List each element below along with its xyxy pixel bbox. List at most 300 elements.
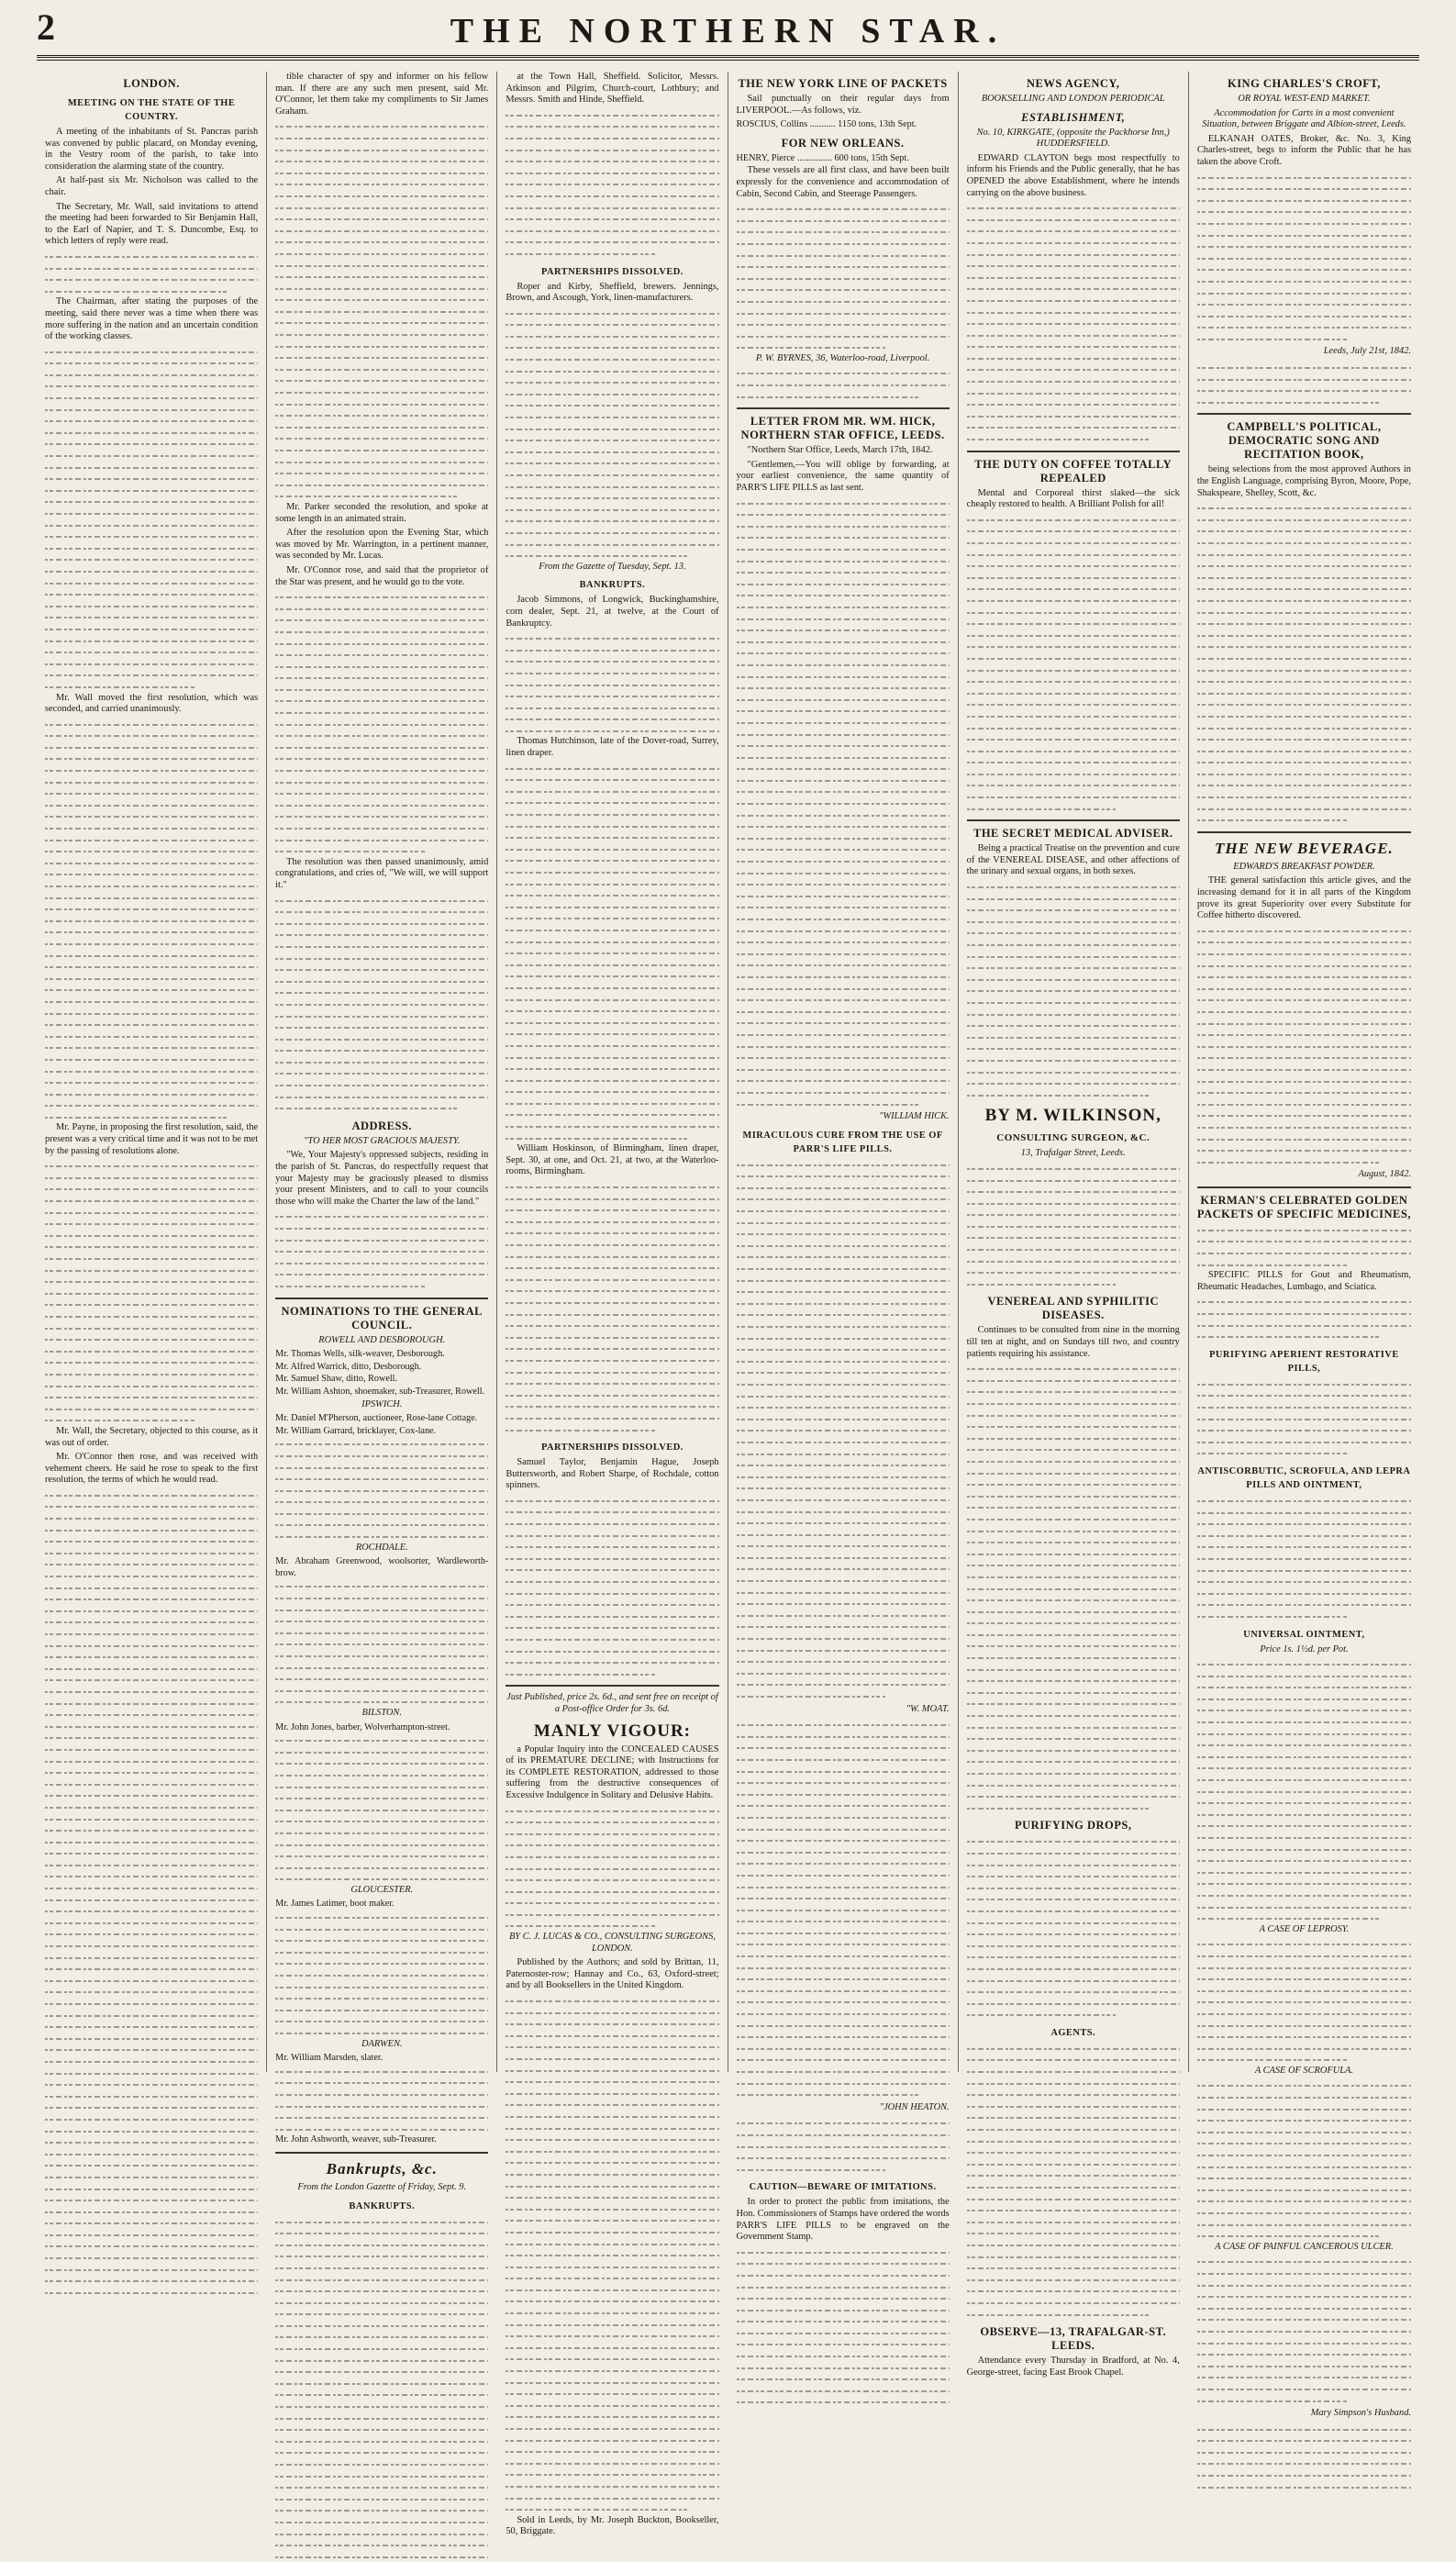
text-line (506, 225, 718, 237)
text-line (737, 832, 950, 844)
text-line (506, 655, 718, 667)
text-line (1197, 595, 1411, 607)
text-line (45, 2101, 258, 2113)
text-line (1197, 2054, 1347, 2066)
text-line (506, 2238, 718, 2250)
text-line (45, 2206, 258, 2218)
text-line (1197, 1401, 1411, 1413)
text-line (967, 1031, 1180, 1043)
text-line (275, 2389, 488, 2400)
text-line (737, 1632, 950, 1644)
text-line (967, 1629, 1180, 1641)
text-line (737, 1098, 920, 1110)
text-line (1197, 275, 1411, 287)
text-line (1197, 1029, 1411, 1041)
text-line (45, 857, 258, 869)
text-line (275, 1615, 488, 1627)
text-line (45, 438, 258, 450)
text-line (45, 1870, 258, 1882)
advert-paragraph: These vessels are all first class, and have been built expressly for the convenience and accommodation of Cabin, Second Cabin, and Steerage Passengers. (736, 165, 950, 199)
text-line (45, 1998, 258, 2010)
text-line (275, 213, 488, 225)
text-line (967, 1375, 1180, 1387)
text-line (967, 916, 1180, 928)
text-line (737, 1644, 950, 1656)
text-line (506, 1108, 718, 1120)
text-line (1197, 1086, 1411, 1098)
text-line (45, 2044, 258, 2055)
text-line (1197, 396, 1382, 408)
text-line (1197, 1320, 1411, 1331)
advert-paragraph: SPECIFIC PILLS for Gout and Rheumatism, Rheumatic Headaches, Lumbago, and Sciatica. (1196, 1270, 1411, 1292)
nominee-row: Mr. Thomas Wells, silk-weaver, Desborough. (275, 1349, 445, 1360)
text-line (506, 318, 718, 330)
text-line (967, 1209, 1180, 1220)
text-line (506, 504, 718, 516)
text-line (967, 1664, 1180, 1676)
text-line (275, 2412, 488, 2424)
coffee-heading: THE DUTY ON COFFEE TOTALLY REPEALED (974, 457, 1173, 485)
text-line (1197, 229, 1411, 241)
text-line (45, 1721, 258, 1732)
text-line (275, 144, 488, 156)
text-line (506, 785, 718, 797)
text-line (45, 1859, 258, 1871)
text-line (506, 434, 718, 446)
text-line (506, 411, 718, 423)
text-line (506, 936, 718, 948)
text-line (737, 1731, 950, 1743)
text-line (45, 669, 258, 681)
text-line (1197, 936, 1411, 948)
text-line (506, 2400, 718, 2412)
text-line (967, 939, 1180, 951)
miracle-heading: MIRACULOUS CURE FROM THE USE OF PARR'S LIFE PILLS. (742, 1130, 943, 1154)
text-line (45, 1986, 258, 1998)
text-line (737, 2257, 950, 2269)
text-line (275, 444, 488, 456)
text-line (1197, 814, 1347, 826)
text-line (1197, 2313, 1411, 2325)
text-line (737, 740, 950, 752)
text-line (275, 248, 488, 260)
text-line (737, 2269, 950, 2281)
text-line (506, 679, 718, 691)
text-line (275, 799, 488, 811)
croft-description: Accommodation for Carts in a most convenient Situation, between Briggate and Albion-street, Leeds. (1202, 107, 1406, 130)
text-line (275, 1604, 488, 1616)
text-line (737, 2043, 950, 2055)
text-line (45, 2194, 258, 2206)
text-line (967, 317, 1180, 329)
text-line (45, 473, 258, 485)
text-line (275, 351, 488, 363)
text-line (1197, 629, 1411, 641)
article-paragraph: After the resolution upon the Evening Star, which was moved by Mr. Warrington, in a pertinent manner, was seconded by Mr. Lucas. (275, 528, 489, 562)
text-line (737, 901, 950, 913)
text-line (45, 718, 258, 730)
text-line (45, 485, 258, 496)
text-line (275, 822, 488, 834)
text-line (506, 1828, 718, 1840)
text-line (1197, 333, 1347, 345)
text-line (45, 1952, 258, 1964)
text-line (737, 890, 950, 902)
text-line (1197, 252, 1411, 264)
text-line (45, 1535, 258, 1547)
text-line (967, 2239, 1180, 2251)
text-line (45, 1172, 258, 1184)
article-paragraph: Mr. Parker seconded the resolution, and spoke at some length in an animated strain. (275, 501, 489, 524)
text-line (45, 2183, 258, 2195)
text-line (275, 2250, 488, 2262)
text-line (1197, 2195, 1411, 2207)
text-line (1197, 1670, 1411, 1682)
text-line (737, 1017, 950, 1029)
text-line (967, 2123, 1180, 2135)
text-line (737, 1598, 950, 1610)
text-line (1197, 502, 1411, 514)
text-line (506, 202, 718, 214)
text-line (275, 1957, 488, 1969)
text-line (506, 866, 718, 878)
text-line (1197, 384, 1411, 396)
text-line (737, 2008, 950, 2020)
text-line (506, 2307, 718, 2319)
text-line (275, 2331, 488, 2343)
beverage-heading: THE NEW BEVERAGE. (1215, 839, 1394, 857)
advert-paragraph: Sail punctually on their regular days from LIVERPOOL.—As follows, viz. (736, 94, 950, 116)
text-line (275, 1804, 488, 1816)
text-line (275, 684, 488, 696)
text-line (737, 624, 950, 636)
text-line (1197, 2267, 1411, 2279)
text-line (737, 1343, 950, 1355)
text-line (737, 1563, 950, 1575)
text-line (45, 2136, 258, 2148)
text-line (737, 809, 950, 821)
text-line (506, 1506, 718, 1518)
text-line (1197, 1553, 1411, 1565)
text-line (275, 1021, 488, 1033)
text-line (275, 260, 488, 272)
text-line (737, 763, 950, 774)
text-line (737, 1390, 950, 1402)
text-line (275, 1923, 488, 1935)
text-line (737, 636, 950, 648)
text-line (967, 1089, 1150, 1101)
text-line (506, 763, 718, 774)
text-line (506, 901, 718, 913)
text-line (967, 2100, 1180, 2112)
advert-paragraph: Being a practical Treatise on the prevention and cure of the VENEREAL DISEASE, and other affections of the urinary and sexual organs, in both sexes. (966, 843, 1180, 877)
text-line (275, 2015, 488, 2027)
text-line (967, 272, 1180, 284)
meeting-subheading: MEETING ON THE STATE OF THE COUNTRY. (67, 98, 236, 122)
text-line (506, 2434, 718, 2446)
text-line (967, 745, 1180, 757)
text-line (1197, 1308, 1411, 1320)
text-line (967, 214, 1180, 226)
text-line (967, 2274, 1180, 2286)
text-line (506, 1354, 718, 1366)
text-line (1197, 1866, 1411, 1878)
text-line (275, 834, 488, 846)
text-line (275, 895, 488, 907)
news-agency-heading: NEWS AGENCY, (1027, 77, 1120, 90)
text-line (1197, 640, 1411, 652)
text-line (1197, 2371, 1411, 2383)
text-line (275, 626, 488, 638)
text-line (1197, 1901, 1411, 1913)
article-paragraph: Mr. Wall, the Secretary, objected to this course, as it was out of order. (45, 1425, 259, 1448)
text-line (967, 2297, 1180, 2309)
text-line (45, 1778, 258, 1790)
text-line (275, 707, 488, 718)
gazette-subheading: From the Gazette of Tuesday, Sept. 13. (539, 561, 686, 572)
text-line (737, 497, 950, 509)
text-line (506, 353, 718, 365)
text-line (967, 1859, 1180, 1871)
text-line (967, 1409, 1180, 1421)
text-line (1197, 206, 1411, 217)
text-line (45, 845, 258, 857)
text-line (1197, 1938, 1411, 1950)
advert-paragraph: being selections from the most approved Authors in the English Language, comprising Byron, Moore, Pope, Shakspeare, Shelley, Scott, &c. (1196, 464, 1411, 498)
text-line (506, 644, 718, 656)
text-line (275, 1033, 488, 1045)
text-line (967, 1847, 1180, 1859)
text-line (275, 1222, 488, 1234)
text-line (967, 1386, 1180, 1398)
text-line (275, 1781, 488, 1793)
text-line (1197, 1296, 1411, 1308)
text-line (506, 1285, 718, 1297)
text-line (737, 1075, 950, 1086)
text-line (967, 1197, 1180, 1209)
text-line (737, 1904, 950, 1916)
text-line (737, 367, 950, 379)
text-line (506, 1874, 718, 1886)
text-line (506, 469, 718, 481)
text-line (45, 392, 258, 404)
text-line (45, 1322, 258, 1334)
article-paragraph: at the Town Hall, Sheffield. Solicitor, Messrs. Atkinson and Pilgrim, Church-court, Lothbury; and Messrs. Smith and Hinde, Sheffield. (506, 72, 719, 106)
text-line (506, 982, 718, 994)
text-line (45, 915, 258, 927)
text-line (967, 1606, 1180, 1618)
london-heading: LONDON. (123, 77, 180, 90)
text-line (967, 1721, 1180, 1733)
text-line (506, 2468, 718, 2480)
text-line (506, 1610, 718, 1622)
text-line (45, 262, 258, 274)
section-divider (967, 819, 1180, 821)
nominee-row: Mr. William Marsden, slater. (275, 2053, 383, 2064)
purifying-drops-heading: PURIFYING DROPS, (1015, 1819, 1132, 1832)
text-line (45, 1824, 258, 1836)
text-line (967, 2193, 1180, 2205)
text-line (737, 1506, 950, 1518)
text-line (506, 831, 718, 843)
text-line (506, 539, 718, 551)
text-line (737, 1754, 950, 1766)
text-line (967, 881, 1180, 893)
text-line (506, 2053, 718, 2065)
text-line (45, 1686, 258, 1698)
text-line (45, 507, 258, 519)
text-line (1197, 263, 1411, 275)
text-line (506, 1251, 718, 1263)
text-line (506, 2191, 718, 2203)
text-line (1197, 1950, 1411, 1962)
text-line (967, 537, 1180, 549)
text-line (967, 398, 1180, 410)
text-line (967, 1420, 1180, 1432)
text-line (45, 1489, 258, 1501)
caution-heading: CAUTION—BEWARE OF IMITATIONS. (749, 2182, 937, 2193)
text-line (1197, 1762, 1411, 1774)
text-line (275, 1911, 488, 1923)
text-line (45, 961, 258, 973)
text-line (45, 1801, 258, 1813)
text-line (967, 1363, 1180, 1375)
text-line (1197, 1109, 1411, 1121)
text-line (275, 810, 488, 822)
text-line (45, 1414, 195, 1426)
text-line (275, 490, 459, 502)
text-line (967, 618, 1180, 629)
text-line (737, 1217, 950, 1229)
text-line (967, 652, 1180, 664)
text-line (275, 1769, 488, 1781)
text-line (1197, 1877, 1411, 1889)
text-line (45, 1558, 258, 1570)
text-line (737, 1424, 950, 1436)
text-line (45, 1570, 258, 1582)
text-line (275, 2320, 488, 2332)
text-line (967, 1975, 1180, 1987)
text-line (506, 248, 655, 260)
text-line (1197, 1041, 1411, 1053)
wilkinson-address: 13, Trafalgar Street, Leeds. (1020, 1148, 1126, 1159)
croft-subheading: OR ROYAL WEST-END MARKET. (1238, 94, 1371, 104)
text-line (45, 2159, 258, 2171)
text-line (737, 1881, 950, 1893)
text-line (506, 2065, 718, 2077)
text-line (45, 1264, 258, 1276)
text-line (1197, 2219, 1411, 2231)
text-line (506, 1424, 655, 1436)
text-line (967, 962, 1180, 974)
text-line (1197, 2149, 1411, 2161)
text-line (506, 341, 718, 353)
text-line (506, 702, 718, 714)
text-line (737, 318, 950, 330)
text-line (275, 1102, 459, 1114)
text-line (275, 752, 488, 764)
text-line (737, 1378, 950, 1390)
text-line (275, 2123, 488, 2135)
letter-paragraph: "Northern Star Office, Leeds, March 17th, 1842. (747, 445, 933, 456)
text-line (1197, 618, 1411, 629)
text-line (1197, 1224, 1411, 1236)
text-line (506, 2377, 718, 2389)
text-line (506, 970, 718, 982)
text-line (275, 614, 488, 626)
text-line (967, 1835, 1180, 1847)
text-line (737, 1448, 950, 1460)
text-line (275, 2481, 488, 2493)
text-line (967, 2262, 1180, 2274)
text-line (45, 2010, 258, 2022)
page-number: 2 (37, 6, 55, 48)
text-line (275, 2297, 488, 2309)
text-line (45, 1500, 258, 1512)
text-line (275, 294, 488, 306)
text-line (737, 1927, 950, 1939)
text-line (275, 1827, 488, 1839)
text-line (45, 938, 258, 950)
text-line (967, 433, 1150, 445)
text-line (45, 1917, 258, 1929)
text-line (275, 1673, 488, 1685)
text-line (1197, 1247, 1411, 1259)
universal-ointment-heading: UNIVERSAL OINTMENT, (1243, 1629, 1365, 1640)
text-line (506, 843, 718, 855)
text-line (737, 1052, 950, 1064)
text-line (45, 1065, 258, 1077)
text-line (45, 810, 258, 822)
text-line (1197, 983, 1411, 995)
text-line (967, 2009, 1117, 2021)
text-line (967, 1066, 1180, 1078)
text-line (737, 729, 950, 741)
text-line (1197, 298, 1411, 310)
text-line (275, 317, 488, 329)
wilkinson-title: CONSULTING SURGEON, &C. (996, 1132, 1150, 1144)
text-line (737, 1985, 950, 1997)
text-line (737, 2141, 950, 2153)
text-line (275, 1079, 488, 1091)
text-line (506, 2365, 718, 2377)
text-line (1197, 1530, 1411, 1542)
text-line (275, 2470, 488, 2482)
text-line (967, 410, 1180, 422)
text-line (275, 2077, 488, 2089)
text-line (1197, 537, 1411, 549)
text-line (967, 387, 1180, 399)
text-line (1197, 1064, 1411, 1075)
text-line (506, 2180, 718, 2192)
text-line (1197, 1576, 1411, 1587)
text-line (506, 889, 718, 901)
text-line (1197, 1774, 1411, 1786)
text-line (967, 722, 1180, 734)
text-line (275, 2435, 488, 2447)
article-paragraph: William Hoskinson, of Birmingham, linen draper, Sept. 30, at one, and Oct. 21, at two, at the Waterloo-rooms, Birmingham. (506, 1143, 719, 1177)
text-line (45, 273, 258, 285)
news-agency-subheading: BOOKSELLING AND LONDON PERIODICAL (981, 94, 1165, 104)
text-line (737, 613, 950, 625)
text-line (737, 2396, 950, 2408)
text-line (275, 2227, 488, 2239)
text-line (45, 799, 258, 811)
text-line (45, 1391, 258, 1403)
text-line (275, 941, 488, 952)
text-line (737, 1459, 950, 1471)
text-line (506, 713, 718, 725)
